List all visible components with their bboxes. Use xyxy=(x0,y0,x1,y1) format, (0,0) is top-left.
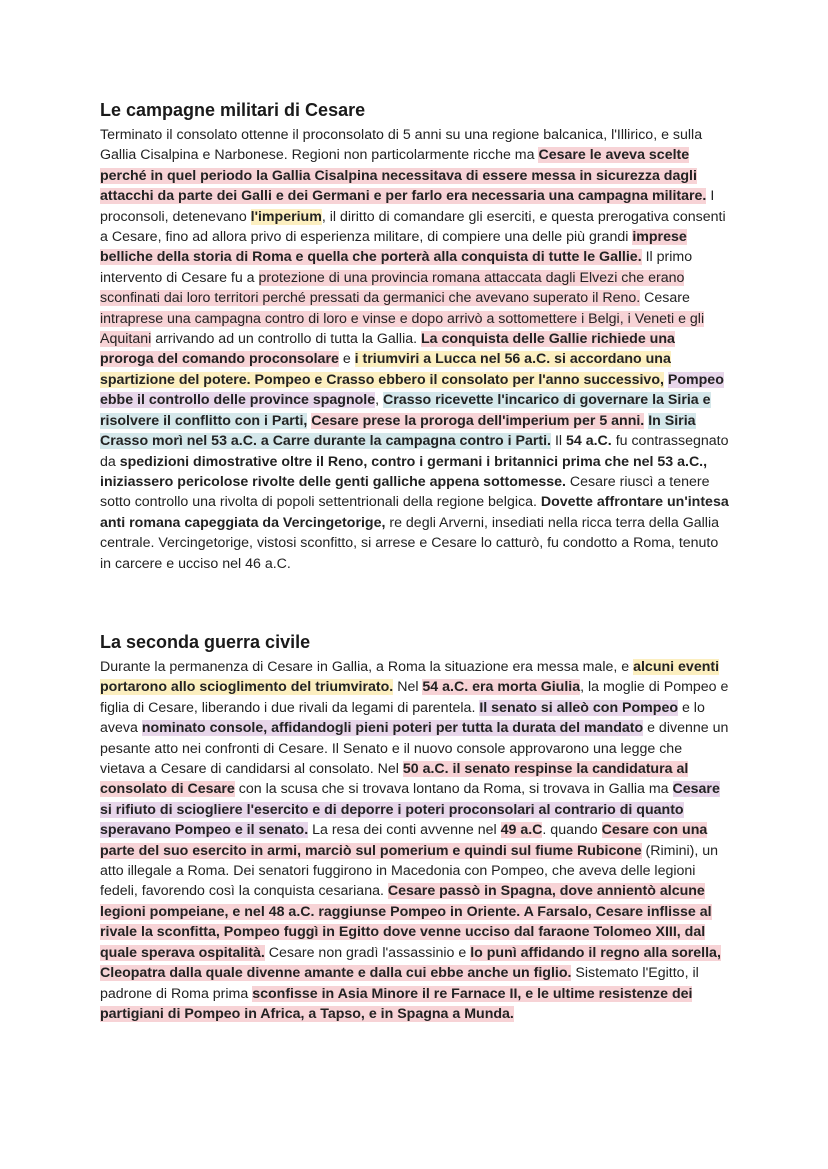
highlighted-text: La conquista delle Gallie richiede una proroga del comando proconsolare xyxy=(100,331,675,368)
text-run: . quando xyxy=(542,822,602,839)
text-run: Il xyxy=(551,433,566,450)
bold-text: Dovette affrontare un'intesa anti romana capeggiata da Vercingetorige, xyxy=(100,494,729,531)
highlighted-text: alcuni eventi portarono allo scioglimento del triumvirato. xyxy=(100,659,720,696)
highlighted-text: lo punì affidando il regno alla sorella, Cleopatra dalla quale divenne amante e dalla cui ebbe anche un figlio. xyxy=(100,944,721,982)
text-run: Durante la permanenza di Cesare in Gallia, a Roma la situazione era messa male, e xyxy=(100,659,634,675)
highlighted-text: nominato console, affidandogli pieni poteri per tutta la durata del mandato xyxy=(141,720,644,737)
text-run: con la scusa che si trovava lontano da Roma, si trovava in Gallia ma xyxy=(234,781,673,798)
highlighted-text: Cesare le aveva scelte perché in quel periodo la Gallia Cisalpina necessitava di essere messa in sicurezza dagli attacchi da parte dei Galli e dei Germani e per farlo era necessaria una campagna militare. xyxy=(100,147,707,205)
text-run: fu contrassegnato da xyxy=(100,433,729,470)
text-run: Il primo intervento di Cesare fu a xyxy=(100,249,693,286)
bold-text: 54 a.C. xyxy=(566,433,612,450)
highlighted-text: intraprese una campagna contro di loro e vinse e dopo arrivò a sottomettere i Belgi, i Veneti e gli Aquitani xyxy=(100,310,705,348)
text-run: Sistemato l'Egitto, il padrone di Roma prima xyxy=(100,965,699,1002)
highlighted-text: l'imperium xyxy=(250,208,322,225)
text-run: (Rimini), un atto illegale a Roma. Dei senatori fuggirono in Macedonia con Pompeo, che aveva delle legioni fedeli, favorendo così la conquista cesariana. xyxy=(100,842,719,900)
text-run: arrivando ad un controllo di tutta la Gallia. xyxy=(151,331,421,348)
highlighted-text: In Siria Crasso morì nel 53 a.C. a Carre durante la campagna contro i Parti. xyxy=(100,412,696,450)
text-run: re degli Arverni, insediati nella ricca terra della Gallia centrale. Vercingetorige, vistosi sconfitto, si arrese e Cesare lo catturò, fu condotto a Roma, tenuto in carcere e ucciso nel 46 a.C. xyxy=(100,514,719,572)
text-run: Cesare xyxy=(640,290,690,307)
highlighted-text: i triumviri a Lucca nel 56 a.C. si accordano una spartizione del potere. Pompeo e Crasso ebbero il consolato per l'anno successivo, xyxy=(100,351,671,388)
section-paragraph xyxy=(100,657,730,1024)
highlighted-text: Il senato si alleò con Pompeo xyxy=(479,699,679,716)
text-run: Terminato il consolato ottenne il proconsolato di 5 anni su una regione balcanica, l'Illirico, e sulla Gallia Cisalpina e Narbonese. Regioni non particolarmente ricche ma xyxy=(100,127,703,164)
highlighted-text: Pompeo ebbe il controllo delle province spagnole xyxy=(100,371,724,409)
highlighted-text: Cesare prese la proroga dell'imperium per 5 anni. xyxy=(311,412,645,429)
section-seconda-guerra-civile xyxy=(100,630,730,1024)
highlighted-text: Cesare si rifiuto di sciogliere l'esercito e di deporre i poteri proconsolari al contrario di quanto speravano Pompeo e il senato. xyxy=(100,781,720,839)
highlighted-text: sconfisse in Asia Minore il re Farnace II, e le ultime resistenze dei partigiani di Pompeo in Africa, a Tapso, e in Spagna a Munda. xyxy=(100,985,693,1022)
text-run: Nel xyxy=(393,679,423,696)
highlighted-text: Cesare passò in Spagna, dove annientò alcune legioni pompeiane, e nel 48 a.C. raggiunse Pompeo in Oriente. A Farsalo, Cesare inflisse al rivale la sconfitta, Pompeo fuggì in Egitto dove venne ucciso dal faraone Tolomeo XIII, dal quale sperava ospitalità. xyxy=(100,883,712,961)
highlighted-text: Crasso ricevette l'incarico di governare la Siria e risolvere il conflitto con i Parti, xyxy=(100,392,711,429)
highlighted-text: imprese belliche della storia di Roma e quella che porterà alla conquista di tutte le Gallie. xyxy=(100,229,687,266)
text-run: , la moglie di Pompeo e figlia di Cesare, liberando i due rivali da legami di parentela. xyxy=(100,679,729,716)
text-run: , il diritto di comandare gli eserciti, e questa prerogativa consenti a Cesare, fino ad allora privo di esperienza militare, di compiere una delle più grandi xyxy=(100,208,726,246)
text-run: I proconsoli, detenevano xyxy=(100,188,715,225)
section-campagne-militari xyxy=(100,98,730,574)
text-run: e lo aveva xyxy=(100,699,705,737)
highlighted-text: Cesare con una parte del suo esercito in armi, marciò sul pomerium e quindi sul fiume Rubicone xyxy=(100,822,708,859)
text-run: Cesare riuscì a tenere sotto controllo una rivolta di popoli settentrionali della regione belgica. xyxy=(100,473,710,511)
section-heading: La seconda guerra civile xyxy=(100,632,311,652)
section-paragraph xyxy=(100,125,730,574)
bold-text: spedizioni dimostrative oltre il Reno, contro i germani i britannici prima che nel 53 a.C., iniziassero pericolose rivolte delle genti galliche appena sottomesse. xyxy=(100,453,708,490)
text-run: La resa dei conti avvenne nel xyxy=(308,822,501,839)
text-run: e divenne un pesante atto nei confronti di Cesare. Il Senato e il nuovo console approvarono una legge che vietava a Cesare di candidarsi al consolato. Nel xyxy=(100,720,729,778)
highlighted-text: 49 a.C xyxy=(500,822,543,839)
highlighted-text: protezione di una provincia romana attaccata dagli Elvezi che erano sconfinati dai loro territori perché pressati da germanici che avevano superato il Reno. xyxy=(100,269,685,307)
text-run: Cesare non gradì l'assassinio e xyxy=(264,944,471,961)
highlighted-text: 50 a.C. il senato respinse la candidatura al consolato di Cesare xyxy=(100,761,689,798)
section-heading: Le campagne militari di Cesare xyxy=(100,100,366,120)
text-run: e xyxy=(338,351,355,368)
text-run: , xyxy=(375,392,384,409)
highlighted-text: 54 a.C. era morta Giulia xyxy=(422,679,581,696)
